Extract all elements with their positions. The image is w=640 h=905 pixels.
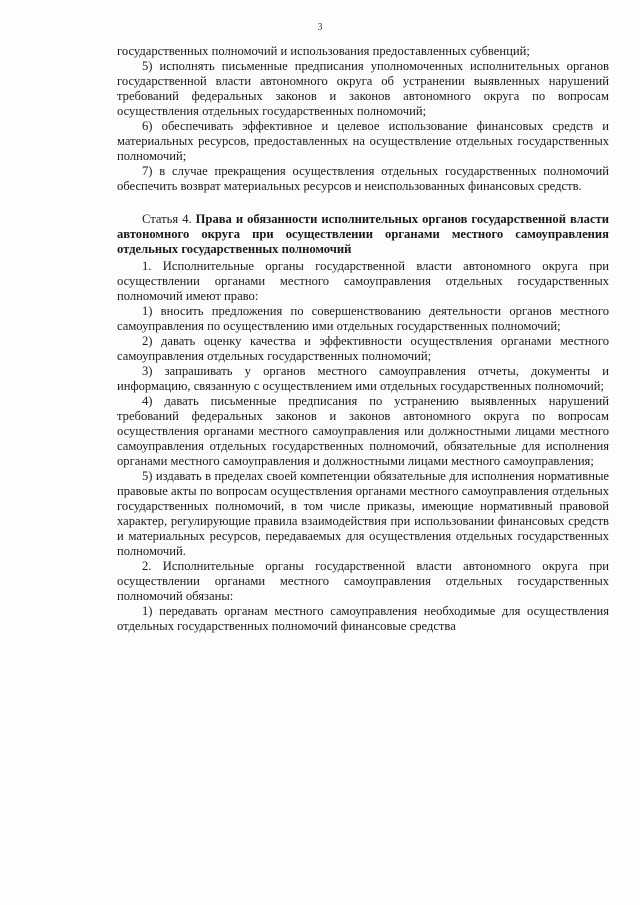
paragraph: 2) давать оценку качества и эффективности осуществления органами местного самоуправления отдельных государственных полномочий; (117, 334, 609, 363)
paragraph: 5) исполнять письменные предписания уполномоченных исполнительных органов государственной власти автономного округа об устранении выявленных нарушений требований федеральных законов и законов автономного округа по вопросам осуществления отдельных государственных полномочий; (117, 59, 609, 118)
paragraph: 6) обеспечивать эффективное и целевое использование финансовых средств и материальных ресурсов, предоставленных на осуществление отдельных государственных полномочий; (117, 119, 609, 163)
paragraph: 4) давать письменные предписания по устранению выявленных нарушений требований федеральных законов и законов автономного округа по вопросам осуществления органами местного самоуправления или должностными лицами местного самоуправления отдельных государственных полномочий, обязательные для исполнения органами местного самоуправления и должностными лицами местного самоуправления; (117, 394, 609, 468)
article-clauses (117, 259, 609, 634)
page-number: 3 (317, 22, 323, 33)
article-number: Статья 4. (142, 212, 192, 226)
paragraph: 1) передавать органам местного самоуправления необходимые для осуществления отдельных государственных полномочий финансовые средства (117, 604, 609, 633)
article-title: Права и обязанности исполнительных органов государственной власти автономного округа при осуществлении органами местного самоуправления отдельных государственных полномочий (117, 212, 609, 256)
document-body (117, 44, 609, 634)
paragraph: государственных полномочий и использования предоставленных субвенций; (117, 44, 530, 58)
paragraph: 3) запрашивать у органов местного самоуправления отчеты, документы и информацию, связанную с осуществлением ими отдельных государственных полномочий; (117, 364, 609, 393)
article-heading (117, 212, 609, 257)
preceding-clauses (117, 44, 609, 194)
paragraph: 7) в случае прекращения осуществления отдельных государственных полномочий обеспечить возврат материальных ресурсов и неиспользованных финансовых средств. (117, 164, 609, 193)
paragraph: 1. Исполнительные органы государственной власти автономного округа при осуществлении органами местного самоуправления отдельных государственных полномочий имеют право: (117, 259, 609, 303)
paragraph: 2. Исполнительные органы государственной власти автономного округа при осуществлении органами местного самоуправления отдельных государственных полномочий обязаны: (117, 559, 609, 603)
paragraph: 5) издавать в пределах своей компетенции обязательные для исполнения нормативные правовые акты по вопросам осуществления органами местного самоуправления отдельных государственных полномочий, в том числе приказы, имеющие нормативный правовой характер, регулирующие правила взаимодействия при использовании финансовых средств и материальных ресурсов, передаваемых для осуществления отдельных государственных полномочий. (117, 469, 609, 558)
paragraph: 1) вносить предложения по совершенствованию деятельности органов местного самоуправления по осуществлению ими отдельных государственных полномочий; (117, 304, 609, 333)
